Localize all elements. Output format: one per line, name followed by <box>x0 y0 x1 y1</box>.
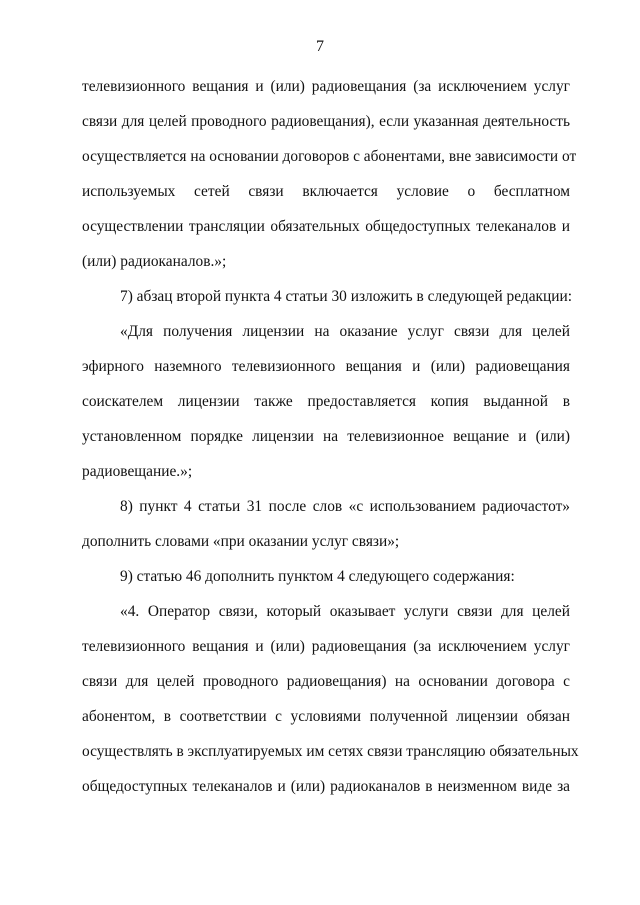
text-line: используемых сетей связи включается условие о бесплатном <box>82 183 570 200</box>
text-line: телевизионного вещания и (или) радиовещания (за исключением услуг <box>82 78 570 95</box>
text-line: «4. Оператор связи, который оказывает услуги связи для целей <box>120 603 570 620</box>
text-line: общедоступных телеканалов и (или) радиоканалов в неизменном виде за <box>82 778 570 795</box>
text-line: абонентом, в соответствии с условиями полученной лицензии обязан <box>82 708 570 725</box>
text-line: осуществлять в эксплуатируемых им сетях связи трансляцию обязательных <box>82 743 579 760</box>
text-line: телевизионного вещания и (или) радиовещания (за исключением услуг <box>82 638 570 655</box>
text-line: связи для целей проводного радиовещания) на основании договора с <box>82 673 570 690</box>
text-line: связи для целей проводного радиовещания), если указанная деятельность <box>82 113 570 130</box>
text-line: осуществляется на основании договоров с абонентами, вне зависимости от <box>82 148 577 165</box>
text-line: (или) радиоканалов.»; <box>82 253 227 270</box>
text-line: эфирного наземного телевизионного вещания и (или) радиовещания <box>82 358 570 375</box>
text-line: осуществлении трансляции обязательных общедоступных телеканалов и <box>82 218 570 235</box>
text-line: радиовещание.»; <box>82 463 193 480</box>
text-line: 8) пункт 4 статьи 31 после слов «с использованием радиочастот» <box>120 498 570 515</box>
text-line: 7) абзац второй пункта 4 статьи 30 изложить в следующей редакции: <box>120 288 572 305</box>
text-line: 9) статью 46 дополнить пунктом 4 следующего содержания: <box>120 568 515 585</box>
text-line: соискателем лицензии также предоставляется копия выданной в <box>82 393 570 410</box>
text-line: установленном порядке лицензии на телевизионное вещание и (или) <box>82 428 570 445</box>
page-number: 7 <box>316 38 324 55</box>
text-line: «Для получения лицензии на оказание услуг связи для целей <box>120 323 570 340</box>
text-line: дополнить словами «при оказании услуг связи»; <box>82 533 400 550</box>
